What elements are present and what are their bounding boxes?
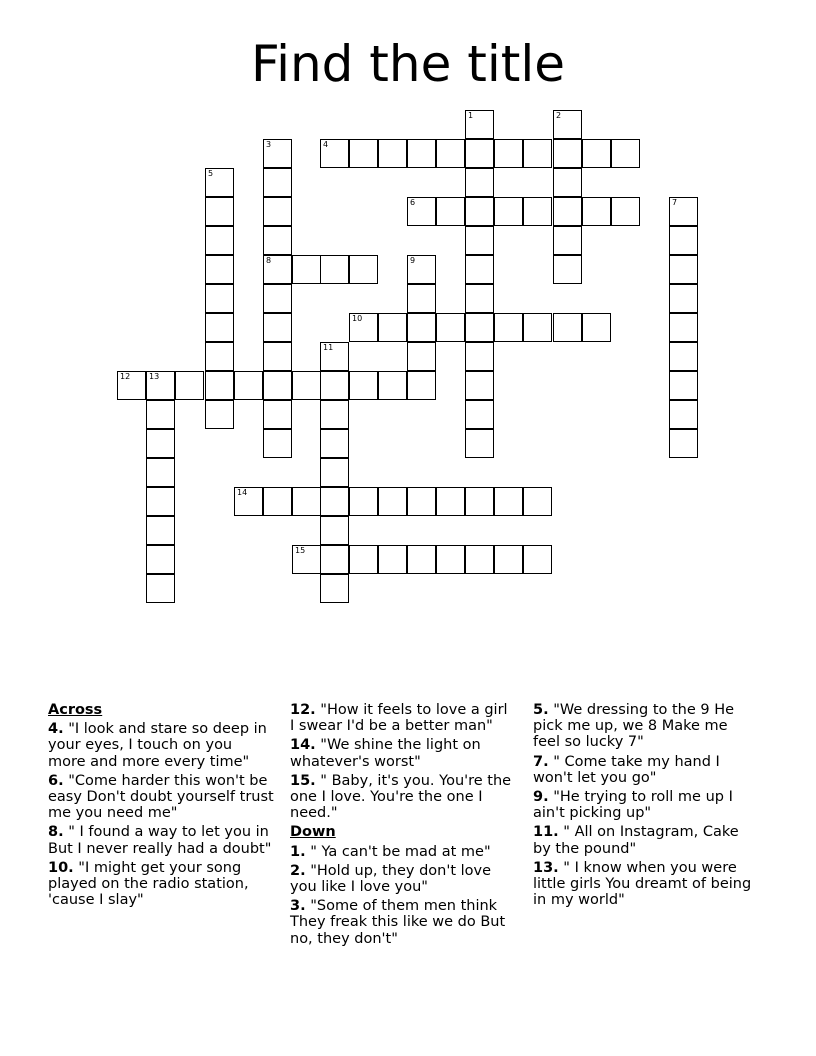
clue-number: 9. (533, 789, 549, 806)
crossword-cell[interactable] (407, 139, 436, 168)
clue-number: 13. (533, 859, 559, 876)
crossword-cell[interactable] (146, 487, 175, 516)
crossword-cell[interactable] (234, 371, 263, 400)
crossword-cell[interactable] (263, 197, 292, 226)
clue-number: 12. (290, 702, 316, 718)
crossword-cell[interactable] (523, 197, 552, 226)
crossword-cell[interactable] (292, 371, 321, 400)
crossword-cell[interactable] (205, 371, 234, 400)
clue-number: 15. (290, 772, 316, 789)
crossword-cell[interactable] (407, 313, 436, 342)
clue-text: " Baby, it's you. You're the one I love. You're the one I need." (290, 772, 512, 822)
crossword-cell[interactable] (669, 313, 698, 342)
crossword-cell[interactable] (494, 487, 523, 516)
across-header: Across (48, 702, 103, 718)
crossword-cell[interactable] (407, 371, 436, 400)
clue-column-3 (533, 702, 759, 911)
crossword-cell[interactable] (669, 255, 698, 284)
crossword-cell[interactable] (465, 429, 494, 458)
crossword-cell[interactable] (292, 545, 321, 574)
clue-across-12 (290, 702, 516, 734)
clue-down-7 (533, 754, 759, 786)
crossword-cell[interactable] (320, 516, 349, 545)
crossword-cell[interactable] (205, 313, 234, 342)
crossword-cell[interactable] (117, 371, 146, 400)
crossword-cell[interactable] (349, 371, 378, 400)
crossword-cell[interactable] (494, 139, 523, 168)
cell-number: 5 (208, 169, 214, 178)
crossword-cell[interactable] (523, 139, 552, 168)
crossword-cell[interactable] (407, 197, 436, 226)
cell-number: 4 (323, 140, 329, 149)
crossword-cell[interactable] (553, 226, 582, 255)
clue-text: "I look and stare so deep in your eyes, I touch on you more and more every time" (48, 721, 267, 770)
crossword-cell[interactable] (320, 429, 349, 458)
crossword-cell[interactable] (146, 574, 175, 603)
clue-across-6 (48, 773, 274, 822)
clue-number: 14. (290, 737, 316, 754)
crossword-cell[interactable] (523, 487, 552, 516)
crossword-cell[interactable] (407, 284, 436, 313)
cell-number: 6 (410, 198, 416, 207)
clue-number: 4. (48, 721, 64, 738)
crossword-cell[interactable] (669, 371, 698, 400)
crossword-cell[interactable] (669, 429, 698, 458)
crossword-cell[interactable] (320, 371, 349, 400)
clue-number: 7. (533, 753, 549, 770)
clue-across-10 (48, 860, 274, 909)
cell-number: 2 (556, 111, 562, 120)
crossword-cell[interactable] (669, 226, 698, 255)
clue-down-3 (290, 898, 516, 947)
crossword-cell[interactable] (320, 545, 349, 574)
crossword-cell[interactable] (320, 574, 349, 603)
crossword-cell[interactable] (436, 197, 465, 226)
crossword-cell[interactable] (582, 139, 611, 168)
crossword-cell[interactable] (465, 371, 494, 400)
crossword-cell[interactable] (407, 255, 436, 284)
clue-number: 10. (48, 859, 74, 876)
crossword-cell[interactable] (407, 342, 436, 371)
clue-text: " Ya can't be mad at me" (310, 843, 491, 860)
crossword-cell[interactable] (523, 545, 552, 574)
crossword-cell[interactable] (378, 139, 407, 168)
cell-number: 14 (237, 488, 248, 497)
clue-across-14 (290, 737, 516, 769)
cell-number: 9 (410, 256, 416, 265)
clue-text: "How it feels to love a girl I swear I'd be a better man" (290, 702, 508, 735)
crossword-cell[interactable] (349, 545, 378, 574)
clue-down-13 (533, 860, 759, 909)
crossword-cell[interactable] (263, 371, 292, 400)
clue-text: " All on Instagram, Cake by the pound" (533, 824, 739, 857)
clue-column-2 (290, 702, 516, 950)
cell-number: 8 (266, 256, 272, 265)
crossword-cell[interactable] (553, 110, 582, 139)
crossword-cell[interactable] (465, 197, 494, 226)
crossword-cell[interactable] (349, 487, 378, 516)
crossword-cell[interactable] (436, 487, 465, 516)
clue-down-11 (533, 824, 759, 856)
crossword-cell[interactable] (263, 226, 292, 255)
crossword-cell[interactable] (494, 313, 523, 342)
clue-text: "I might get your song played on the radio station, 'cause I slay" (48, 859, 249, 909)
crossword-cell[interactable] (292, 487, 321, 516)
clue-number: 8. (48, 824, 64, 841)
crossword-cell[interactable] (146, 545, 175, 574)
crossword-cell[interactable] (553, 168, 582, 197)
clue-text: "We shine the light on whatever's worst" (290, 737, 481, 770)
crossword-cell[interactable] (263, 313, 292, 342)
clue-down-9 (533, 789, 759, 821)
crossword-cell[interactable] (320, 458, 349, 487)
clue-number: 2. (290, 862, 306, 879)
crossword-cell[interactable] (349, 313, 378, 342)
crossword-cell[interactable] (263, 342, 292, 371)
crossword-cell[interactable] (205, 226, 234, 255)
crossword-cell[interactable] (465, 110, 494, 139)
crossword-cell[interactable] (378, 545, 407, 574)
crossword-cell[interactable] (553, 197, 582, 226)
crossword-cell[interactable] (349, 255, 378, 284)
crossword-cell[interactable] (349, 139, 378, 168)
clue-number: 3. (290, 898, 306, 915)
crossword-cell[interactable] (320, 342, 349, 371)
clue-text: "Come harder this won't be easy Don't doubt yourself trust me you need me" (48, 772, 274, 822)
crossword-cell[interactable] (436, 313, 465, 342)
clue-number: 11. (533, 824, 559, 841)
crossword-cell[interactable] (205, 284, 234, 313)
crossword-cell[interactable] (582, 313, 611, 342)
crossword-cell[interactable] (320, 255, 349, 284)
clue-number: 1. (290, 843, 306, 860)
crossword-cell[interactable] (465, 400, 494, 429)
cell-number: 3 (266, 140, 272, 149)
crossword-cell[interactable] (175, 371, 204, 400)
crossword-cell[interactable] (465, 342, 494, 371)
crossword-cell[interactable] (146, 371, 175, 400)
crossword-cell[interactable] (205, 168, 234, 197)
crossword-cell[interactable] (494, 545, 523, 574)
crossword-cell[interactable] (205, 400, 234, 429)
clue-across-8 (48, 824, 274, 856)
crossword-cell[interactable] (263, 284, 292, 313)
crossword-cell[interactable] (407, 545, 436, 574)
clue-text: " Come take my hand I won't let you go" (533, 753, 720, 786)
crossword-cell[interactable] (263, 487, 292, 516)
crossword-cell[interactable] (465, 313, 494, 342)
cell-number: 11 (323, 343, 334, 352)
crossword-cell[interactable] (378, 487, 407, 516)
crossword-cell[interactable] (320, 487, 349, 516)
crossword-cell[interactable] (669, 400, 698, 429)
crossword-cell[interactable] (611, 197, 640, 226)
crossword-cell[interactable] (465, 487, 494, 516)
cell-number: 1 (468, 111, 474, 120)
clue-number: 6. (48, 772, 64, 789)
crossword-cell[interactable] (465, 139, 494, 168)
clue-number: 5. (533, 702, 549, 718)
crossword-cell[interactable] (263, 255, 292, 284)
crossword-cell[interactable] (263, 429, 292, 458)
cell-number: 7 (672, 198, 678, 207)
crossword-cell[interactable] (234, 487, 263, 516)
crossword-cell[interactable] (669, 284, 698, 313)
crossword-cell[interactable] (465, 284, 494, 313)
crossword-cell[interactable] (146, 429, 175, 458)
clue-text: " I know when you were little girls You dreamt of being in my world" (533, 859, 752, 909)
clue-text: "Some of them men think They freak this like we do But no, they don't" (290, 898, 506, 947)
crossword-cell[interactable] (669, 197, 698, 226)
crossword-cell[interactable] (582, 197, 611, 226)
crossword-cell[interactable] (320, 400, 349, 429)
crossword-cell[interactable] (263, 168, 292, 197)
clue-column-1 (48, 702, 274, 911)
down-header: Down (290, 824, 336, 841)
cell-number: 13 (149, 372, 160, 381)
crossword-cell[interactable] (465, 255, 494, 284)
crossword-cell[interactable] (407, 487, 436, 516)
crossword-cell[interactable] (669, 342, 698, 371)
crossword-cell[interactable] (320, 139, 349, 168)
clue-text: "Hold up, they don't love you like I love you" (290, 862, 492, 896)
crossword-cell[interactable] (205, 342, 234, 371)
clue-across-4 (48, 721, 274, 770)
clue-down-5 (533, 702, 759, 751)
clue-down-2 (290, 863, 516, 895)
cell-number: 15 (295, 546, 306, 555)
clue-across-15 (290, 773, 516, 822)
clue-down-1 (290, 844, 516, 860)
crossword-cell[interactable] (465, 545, 494, 574)
crossword-cell[interactable] (436, 139, 465, 168)
crossword-cell[interactable] (465, 168, 494, 197)
crossword-cell[interactable] (146, 458, 175, 487)
crossword-cell[interactable] (378, 313, 407, 342)
crossword-cell[interactable] (465, 226, 494, 255)
clue-text: " I found a way to let you in But I never really had a doubt" (48, 824, 272, 857)
clue-text: "He trying to roll me up I ain't picking up" (533, 789, 733, 822)
crossword-cell[interactable] (523, 313, 552, 342)
crossword-cell[interactable] (205, 197, 234, 226)
page-title: Find the title (250, 35, 566, 93)
crossword-cell[interactable] (205, 255, 234, 284)
crossword-cell[interactable] (146, 400, 175, 429)
crossword-cell[interactable] (553, 255, 582, 284)
crossword-cell[interactable] (494, 197, 523, 226)
crossword-cell[interactable] (611, 139, 640, 168)
cell-number: 10 (352, 314, 363, 323)
crossword-cell[interactable] (436, 545, 465, 574)
crossword-cell[interactable] (553, 313, 582, 342)
crossword-cell[interactable] (292, 255, 321, 284)
cell-number: 12 (120, 372, 131, 381)
crossword-cell[interactable] (263, 139, 292, 168)
crossword-cell[interactable] (378, 371, 407, 400)
crossword-cell[interactable] (553, 139, 582, 168)
crossword-cell[interactable] (146, 516, 175, 545)
crossword-cell[interactable] (263, 400, 292, 429)
clue-text: "We dressing to the 9 He pick me up, we 8 Make me feel so lucky 7" (533, 702, 735, 751)
